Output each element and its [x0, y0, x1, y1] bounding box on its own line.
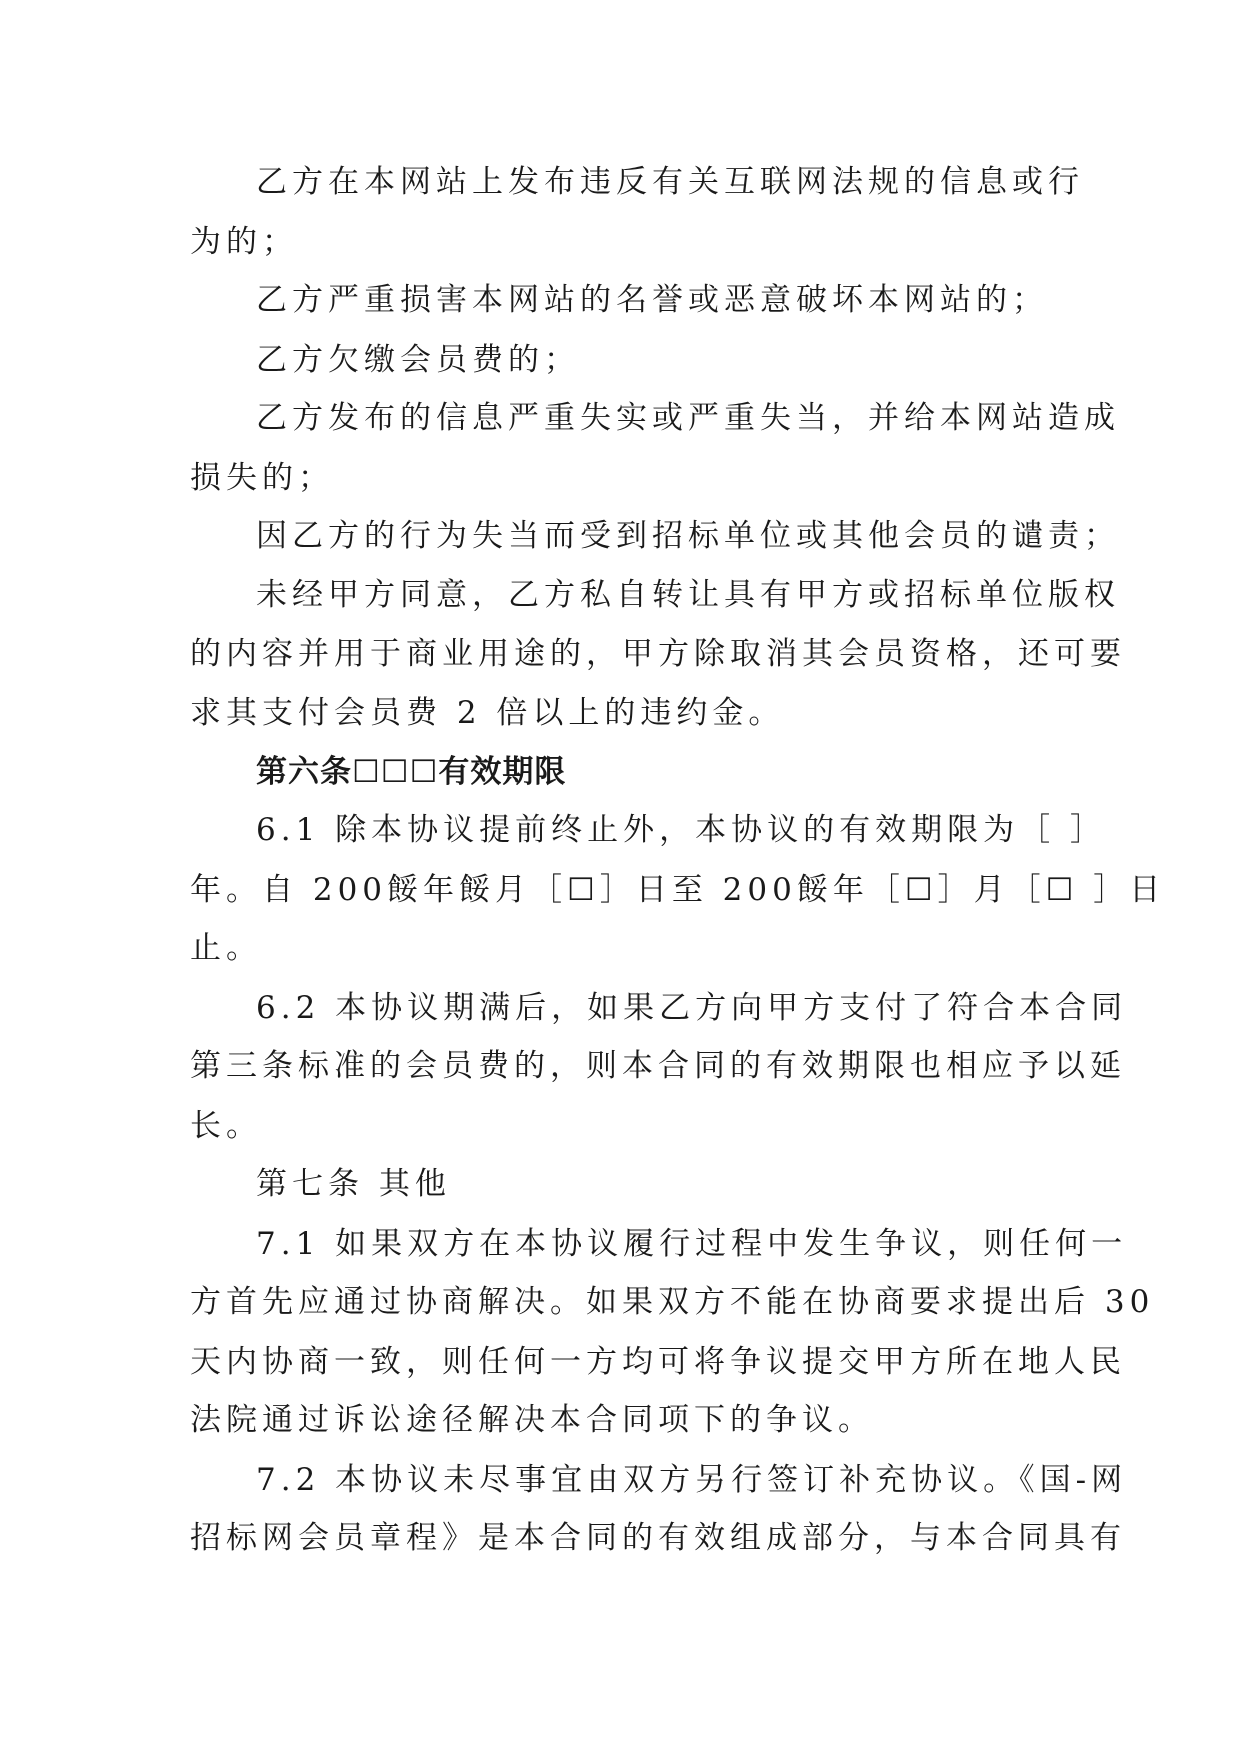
- text-line: 天内协商一致，则任何一方均可将争议提交甲方所在地人民: [190, 1344, 1126, 1380]
- text-line: 为的；: [190, 224, 298, 260]
- text-line: 第三条标准的会员费的，则本合同的有效期限也相应予以延: [190, 1048, 1126, 1084]
- text-line: 长。: [190, 1108, 262, 1144]
- text-line: 因乙方的行为失当而受到招标单位或其他会员的谴责；: [256, 518, 1120, 554]
- text-line: 方首先应通过协商解决。如果双方不能在协商要求提出后 30: [190, 1284, 1155, 1320]
- text-line: 乙方在本网站上发布违反有关互联网法规的信息或行: [256, 164, 1084, 200]
- text-line: 乙方欠缴会员费的；: [256, 342, 580, 378]
- text-line: 未经甲方同意，乙方私自转让具有甲方或招标单位版权: [256, 577, 1120, 613]
- text-line: 的内容并用于商业用途的，甲方除取消其会员资格，还可要: [190, 636, 1126, 672]
- text-line: 法院通过诉讼途径解决本合同项下的争议。: [190, 1402, 874, 1438]
- text-line: 7.2 本协议未尽事宜由双方另行签订补充协议。《国-网: [256, 1462, 1128, 1498]
- section-heading: 第六条☐☐☐有效期限: [256, 754, 567, 790]
- text-line: 年。自 200餒年餒月［☐］日至 200餒年［☐］月［☐ ］日: [190, 872, 1166, 908]
- text-line: 6.2 本协议期满后，如果乙方向甲方支付了符合本合同: [256, 990, 1128, 1026]
- text-line: 求其支付会员费 2 倍以上的违约金。: [190, 695, 785, 731]
- text-line: 6.1 除本协议提前终止外，本协议的有效期限为［ ］: [256, 812, 1107, 848]
- text-line: 损失的；: [190, 460, 334, 496]
- text-line: 止。: [190, 930, 262, 966]
- text-line: 乙方严重损害本网站的名誉或恶意破坏本网站的；: [256, 282, 1048, 318]
- text-line: 乙方发布的信息严重失实或严重失当，并给本网站造成: [256, 400, 1120, 436]
- text-line: 招标网会员章程》是本合同的有效组成部分，与本合同具有: [190, 1520, 1126, 1556]
- text-line: 7.1 如果双方在本协议履行过程中发生争议，则任何一: [256, 1226, 1128, 1262]
- section-heading: 第七条 其他: [256, 1166, 451, 1202]
